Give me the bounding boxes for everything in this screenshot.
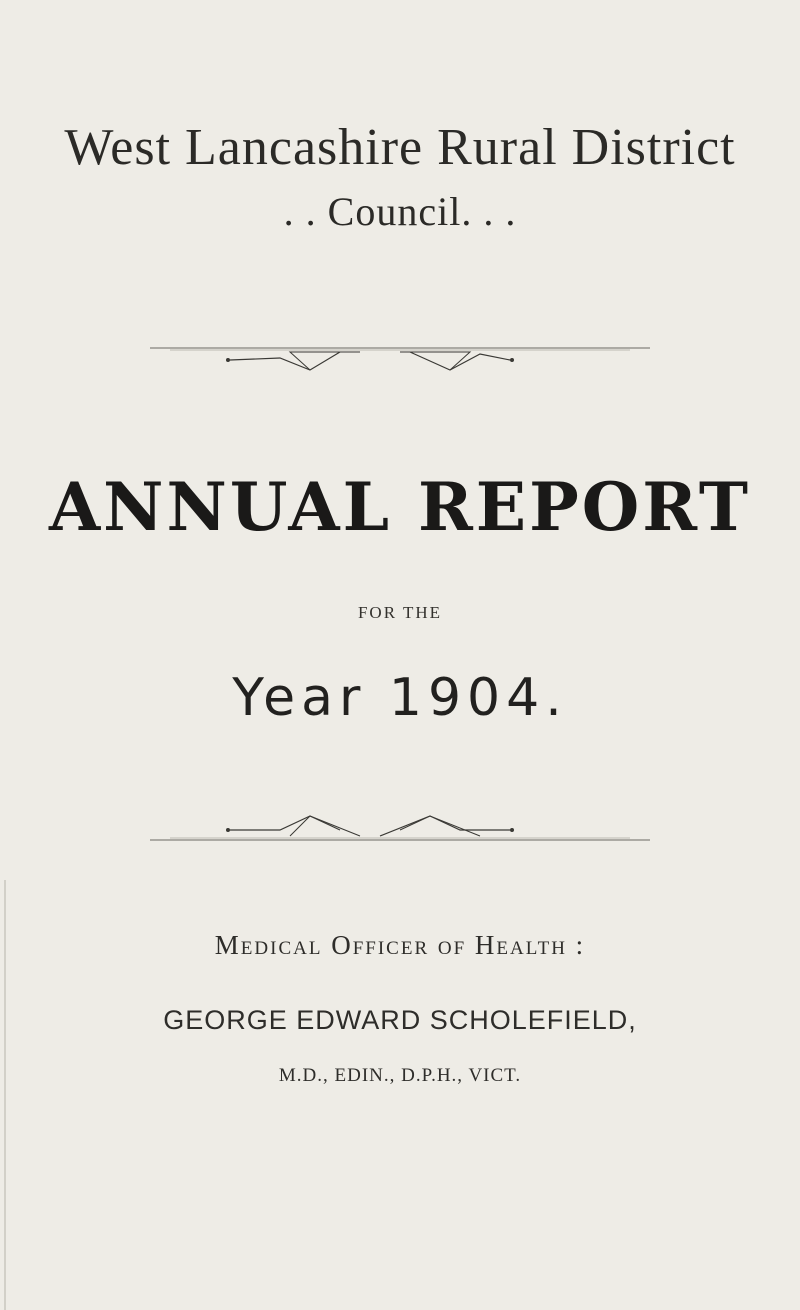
officer-title: Medical Officer of Health : <box>214 930 586 960</box>
council-name-line1: West Lancashire Rural District <box>64 119 736 176</box>
council-name-line2: . . Council. . . <box>283 189 517 234</box>
page-edge-shadow <box>0 880 8 1310</box>
upper-ornamental-rule <box>150 340 650 380</box>
officer-qualifications: M.D., EDIN., D.P.H., VICT. <box>278 1065 522 1086</box>
lower-ornamental-rule <box>150 808 650 848</box>
report-year: Year 1904. <box>232 668 568 728</box>
report-heading: ANNUAL REPORT <box>48 468 752 546</box>
report-subheading: FOR THE <box>357 603 443 622</box>
officer-name: GEORGE EDWARD SCHOLEFIELD, <box>163 1005 637 1035</box>
